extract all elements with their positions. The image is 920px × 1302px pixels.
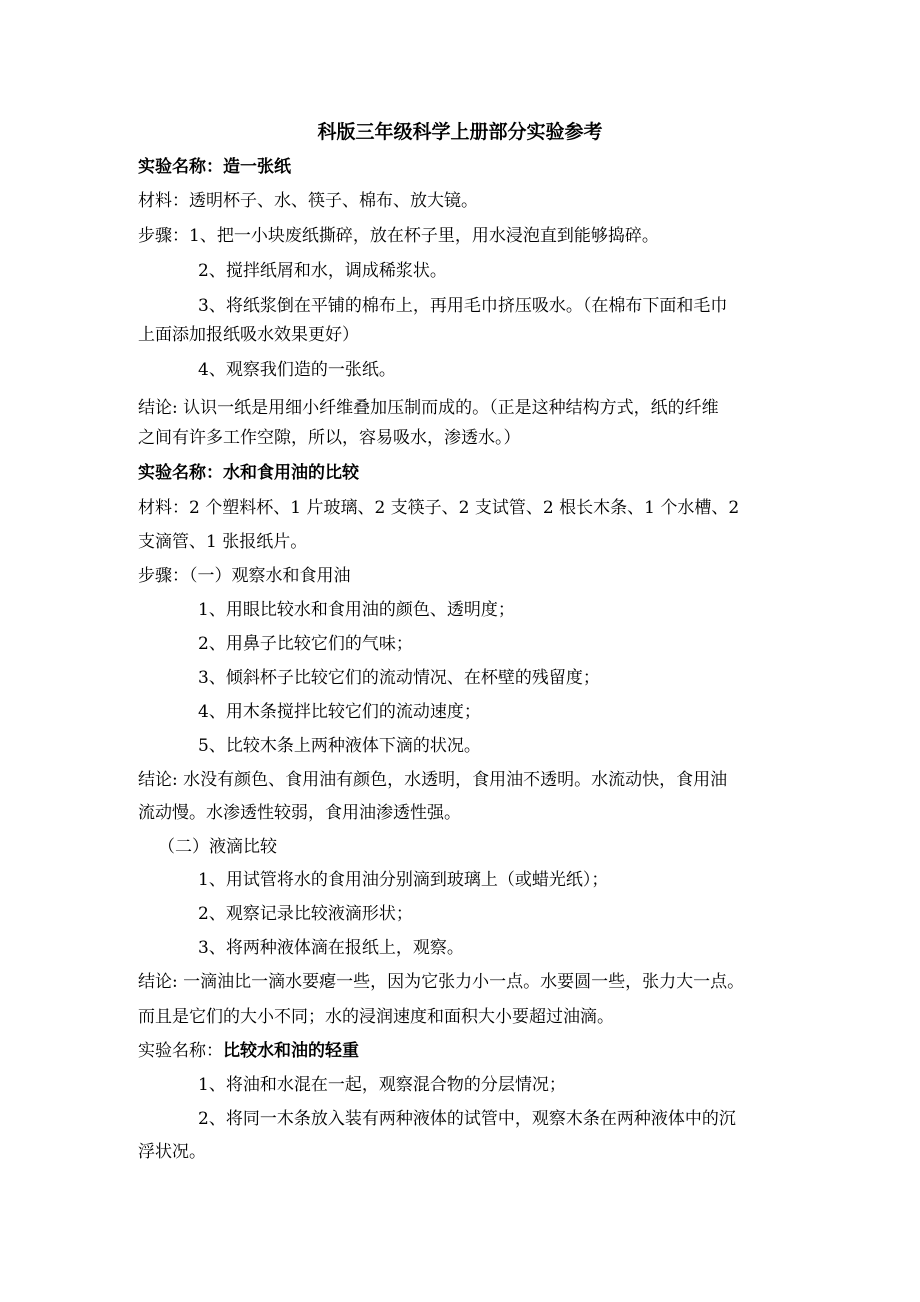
exp3-heading xyxy=(138,1037,788,1065)
exp1-conclusion-cont: 之间有许多工作空隙，所以，容易吸水，渗透水。） xyxy=(138,428,521,448)
exp1-step-2: 2、搅拌纸屑和水，调成稀浆状。 xyxy=(198,261,447,281)
exp3-step-2-cont: 浮状况。 xyxy=(138,1142,206,1162)
exp1-step-4: 4、观察我们造的一张纸。 xyxy=(198,360,396,380)
exp2-part2-step-3: 3、将两种液体滴在报纸上，观察。 xyxy=(198,938,464,958)
exp2-step-3: 3、倾斜杯子比较它们的流动情况、在杯壁的残留度； xyxy=(198,668,600,688)
exp2-step-4: 4、用木条搅拌比较它们的流动速度； xyxy=(198,702,481,722)
exp2-steps-label: 步骤：（一）观察水和食用油 xyxy=(138,566,351,586)
exp2-materials-cont: 支滴管、1 张报纸片。 xyxy=(138,532,308,552)
exp2-conclusion-2-cont: 而且是它们的大小不同；水的浸润速度和面积大小要超过油滴。 xyxy=(138,1007,614,1027)
exp2-part2-step-2: 2、观察记录比较液滴形状； xyxy=(198,904,413,924)
exp3-step-2: 2、将同一木条放入装有两种液体的试管中，观察木条在两种液体中的沉 xyxy=(198,1109,736,1129)
exp1-step-1: 步骤：1、把一小块废纸撕碎，放在杯子里，用水浸泡直到能够捣碎。 xyxy=(138,226,659,246)
exp3-heading-prefix: 实验名称： xyxy=(138,1041,223,1061)
exp2-step-2: 2、用鼻子比较它们的气味； xyxy=(198,634,413,654)
exp3-step-1: 1、将油和水混在一起，观察混合物的分层情况； xyxy=(198,1075,566,1095)
exp2-conclusion-1: 结论: 水没有颜色、食用油有颜色，水透明，食用油不透明。水流动快，食用油 xyxy=(138,770,728,790)
document-title: 科版三年级科学上册部分实验参考 xyxy=(317,121,603,143)
exp2-conclusion-2: 结论: 一滴油比一滴水要瘪一些，因为它张力小一点。水要圆一些，张力大一点。 xyxy=(138,972,745,992)
exp2-part2-step-1: 1、用试管将水的食用油分别滴到玻璃上（或蜡光纸）； xyxy=(198,870,609,890)
exp1-conclusion: 结论: 认识一纸是用细小纤维叠加压制而成的。（正是这种结构方式，纸的纤维 xyxy=(138,398,719,418)
exp3-heading-name: 比较水和油的轻重 xyxy=(223,1041,359,1061)
exp2-part-2: （二）液滴比较 xyxy=(158,837,277,857)
exp2-materials: 材料：2 个塑料杯、1 片玻璃、2 支筷子、2 支试管、2 根长木条、1 个水槽、2 xyxy=(138,498,740,518)
exp2-heading: 实验名称：水和食用油的比较 xyxy=(138,463,359,483)
exp1-materials: 材料：透明杯子、水、筷子、棉布、放大镜。 xyxy=(138,191,478,211)
exp2-conclusion-1-cont: 流动慢。水渗透性较弱，食用油渗透性强。 xyxy=(138,803,461,823)
exp1-step-3: 3、将纸浆倒在平铺的棉布上，再用毛巾挤压吸水。（在棉布下面和毛巾 xyxy=(198,296,728,316)
exp2-step-1: 1、用眼比较水和食用油的颜色、透明度； xyxy=(198,600,515,620)
exp1-step-3-cont: 上面添加报纸吸水效果更好） xyxy=(138,325,359,345)
exp2-step-5: 5、比较木条上两种液体下滴的状况。 xyxy=(198,736,481,756)
exp1-heading: 实验名称：造一张纸 xyxy=(138,157,291,177)
